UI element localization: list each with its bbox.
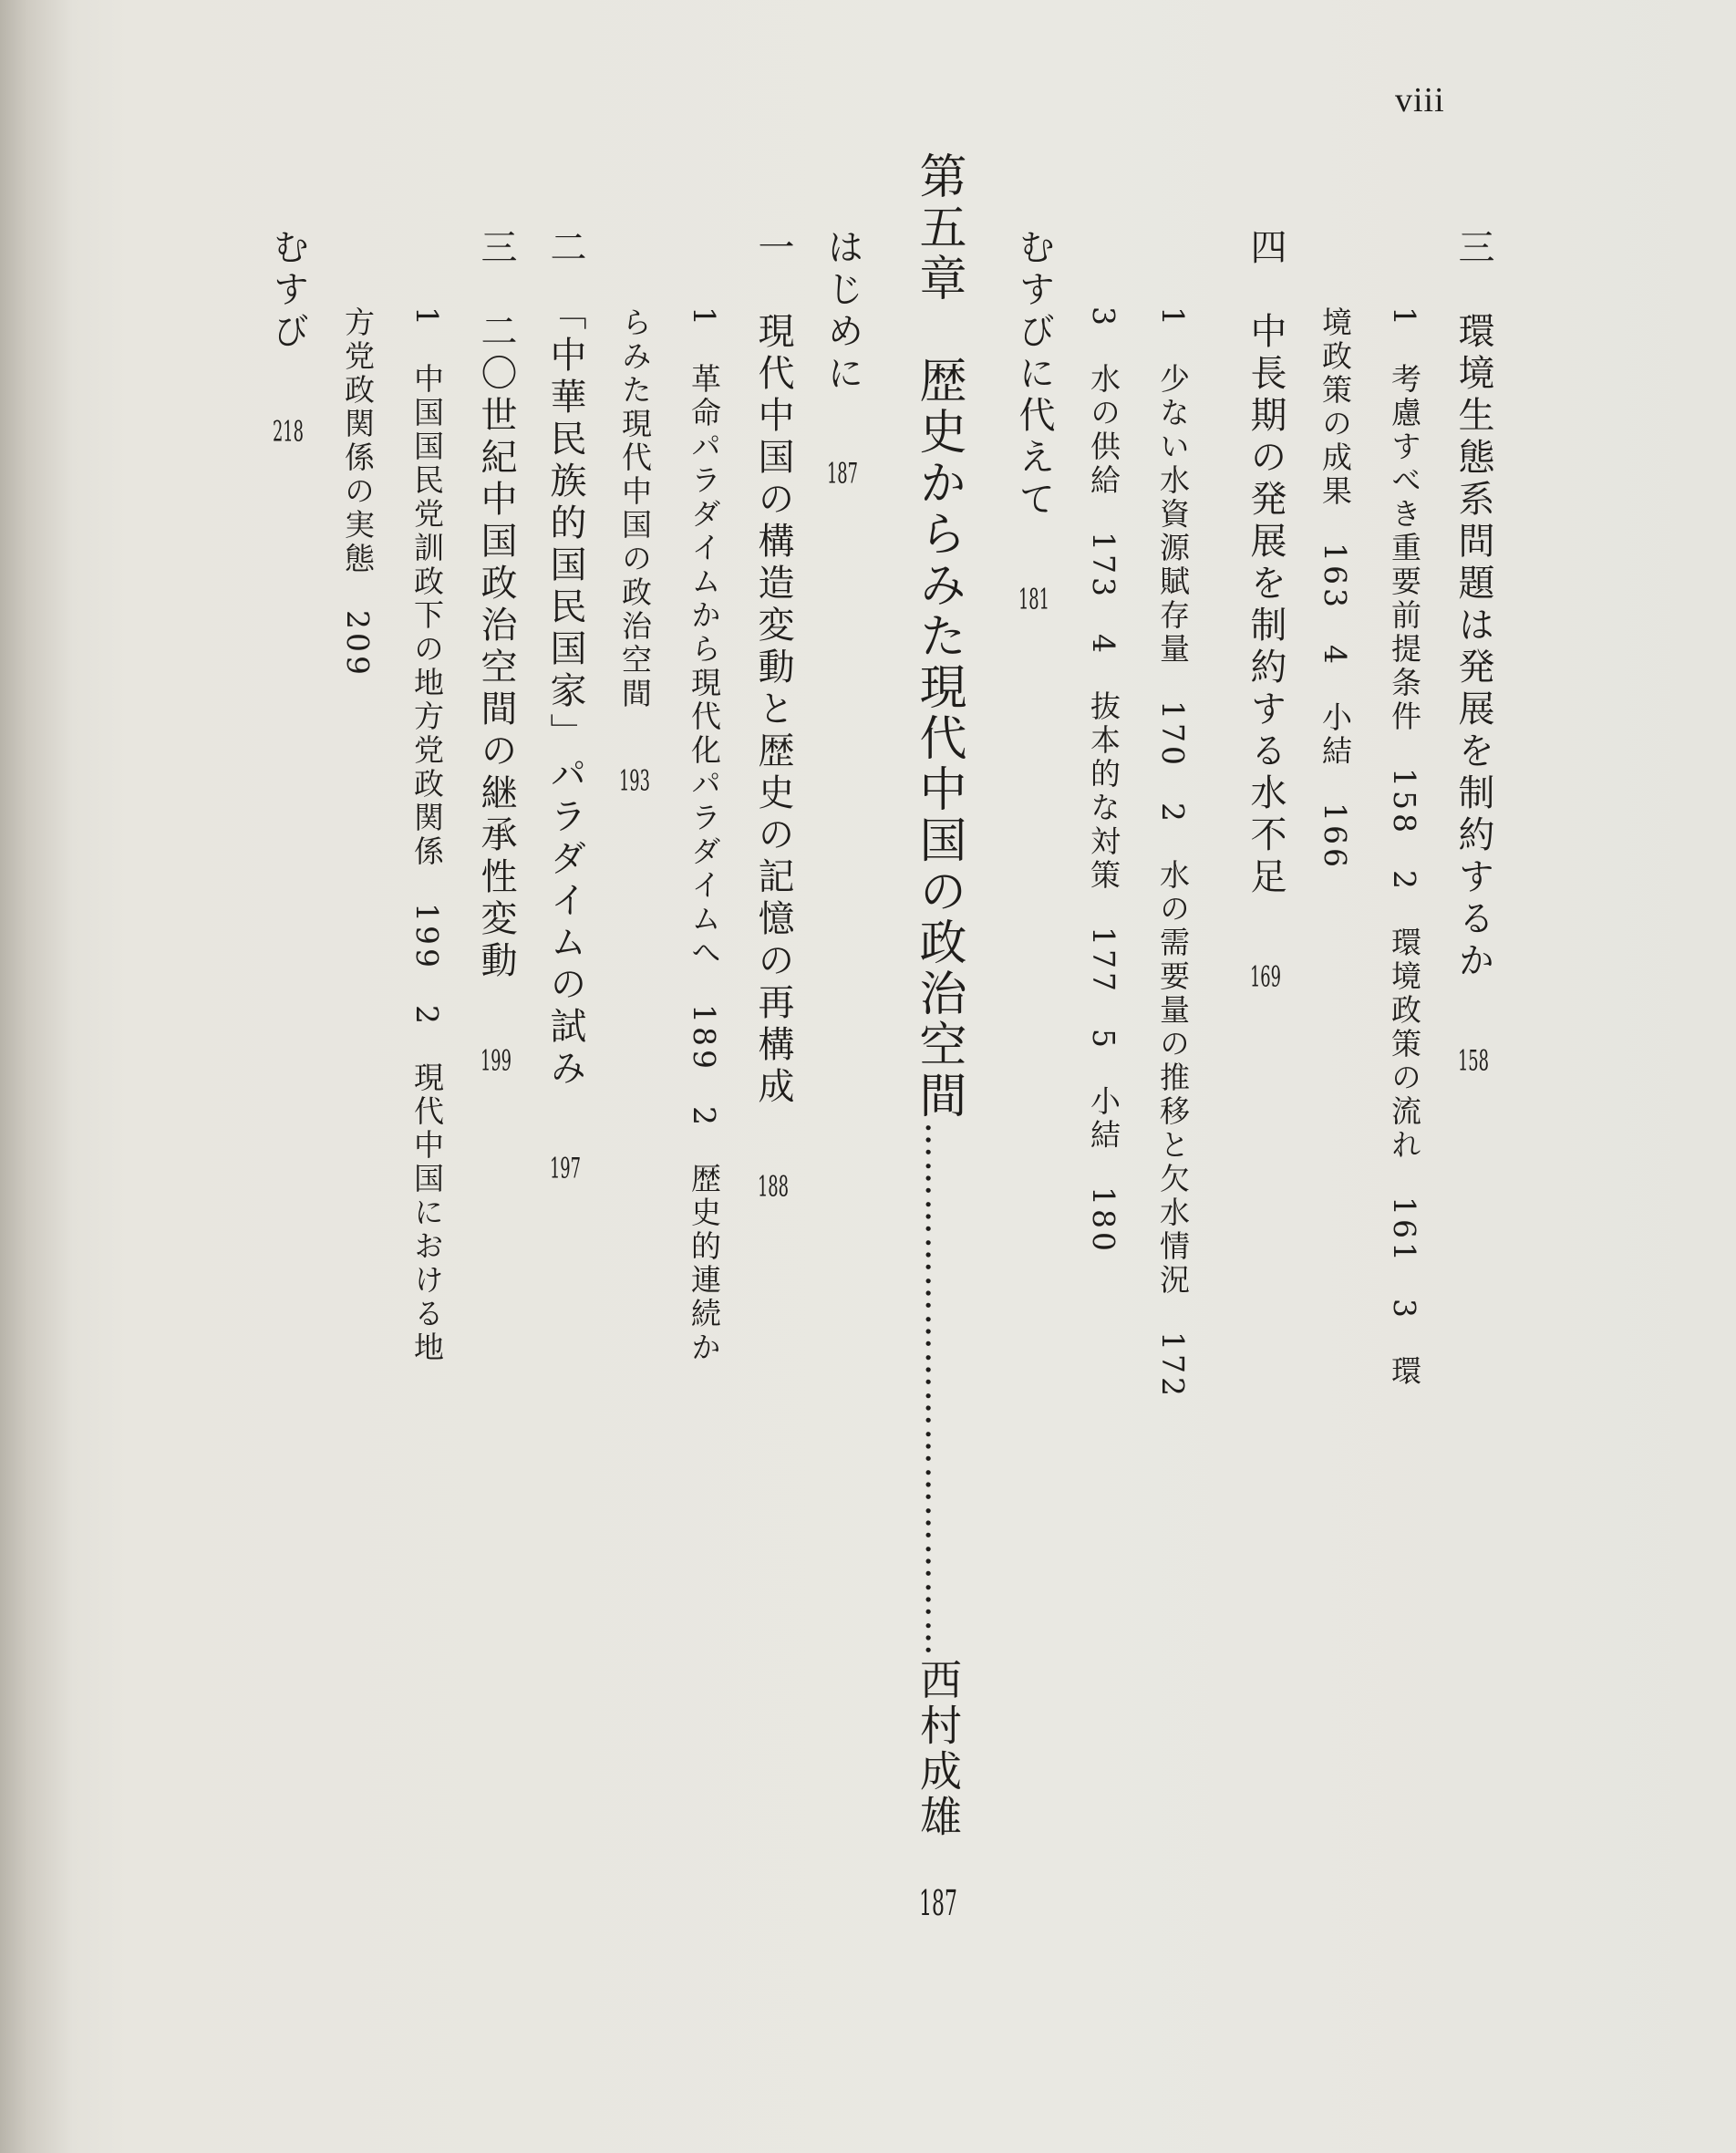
toc-section-1 (739, 228, 808, 2070)
toc-subsection: 1 少ない水資源賦存量 170 2 水の需要量の推移と欠水情況 172 (1155, 306, 1191, 1400)
toc-subsection: 1 革命パラダイムから現代化パラダイムへ 189 2 歴史的連続か (687, 306, 722, 1365)
toc-chapter-5 (888, 151, 988, 2070)
toc-conclusion (253, 228, 323, 2070)
toc-subsection-continued (600, 306, 669, 2070)
toc-page: 197 (549, 1154, 582, 1183)
toc-section-4 (1231, 228, 1300, 2070)
toc-section-4-title: 四 中長期の発展を制約する水不足 (1245, 228, 1286, 899)
toc-page: 187 (919, 1886, 957, 1920)
toc-subsection-continued: 境政策の成果 163 4 小結 166 (1318, 306, 1353, 871)
toc-section-3b (461, 228, 531, 2070)
leader-dots: …………………………………… (917, 1122, 959, 1658)
toc-page: 169 (1249, 963, 1282, 991)
toc-section-3-title: 三 環境生態系問題は発展を制約するか (1452, 228, 1494, 983)
chapter-author: 西村成雄 (914, 1658, 963, 1840)
toc-page: 199 (480, 1047, 512, 1075)
toc-conclusion-title: むすび (267, 228, 309, 354)
toc-section-2 (531, 228, 600, 2070)
toc-section-3 (1439, 228, 1508, 2070)
toc-subsection: 1 考慮すべき重要前提条件 158 2 環境政策の流れ 161 3 環 (1387, 306, 1422, 1389)
toc-page: 188 (757, 1173, 790, 1201)
toc-page: 218 (272, 418, 305, 446)
toc-conclusion (999, 228, 1069, 2070)
toc-subsection-text: らみた現代中国の政治空間 (617, 306, 653, 711)
toc-page: 158 (1457, 1047, 1490, 1075)
table-of-contents (140, 151, 1508, 2070)
toc-page: 181 (1018, 585, 1050, 614)
toc-conclusion-title: むすびに代えて (1013, 228, 1055, 522)
toc-page: 187 (826, 460, 859, 488)
toc-section-3b-title: 三 二〇世紀中国政治空間の継承性変動 (475, 228, 517, 983)
toc-subsection: 1 中国国民党訓政下の地方党政関係 199 2 現代中国における地 (409, 306, 445, 1365)
toc-introduction (808, 228, 877, 2070)
toc-subsection-continued: 方党政関係の実態 209 (340, 306, 376, 678)
toc-subsection: 3 水の供給 173 4 抜本的な対策 177 5 小結 180 (1086, 306, 1121, 1255)
toc-section-2-title: 二 「中華民族的国民国家」パラダイムの試み (544, 228, 586, 1091)
toc-page: 193 (618, 767, 651, 795)
toc-section-1-title: 一 現代中国の構造変動と歴史の記憶の再構成 (752, 228, 794, 1109)
toc-introduction-title: はじめに (822, 228, 863, 396)
chapter-title: 第五章 歴史からみた現代中国の政治空間 (911, 151, 966, 1122)
page-number: viii (1395, 81, 1445, 119)
